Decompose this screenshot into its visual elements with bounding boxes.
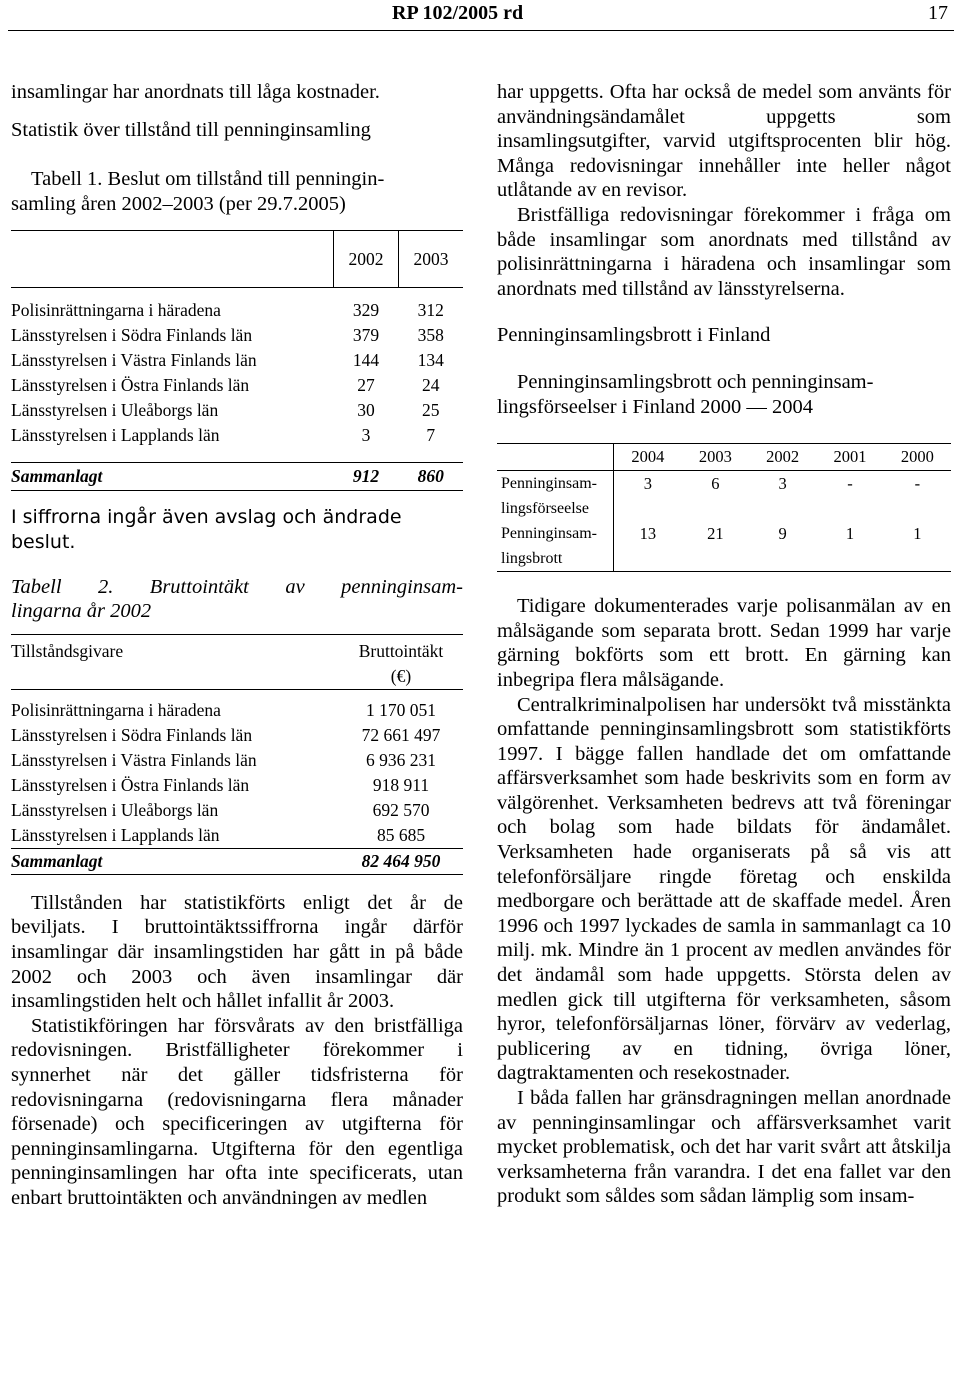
table3-year-2001: 2001 [833, 447, 867, 467]
table1-caption [11, 167, 463, 216]
right-column [497, 80, 951, 1209]
table2-caption [11, 575, 463, 624]
section-heading: Penninginsamlingsbrott i Finland [497, 324, 771, 347]
left-paragraph-2: Statistikföringen har försvårats av den bristfälliga redovisningen. Bristfälligheter förekommer i synnerhet när det gäller tidsfristerna för redovisningarna (redovisningarna flera månader försenade) och specificeringen av utgifterna för penninginsamlingarna. Utgifterna för den egentliga penninginsamlingen har ofta inte specificerats, utan enbart bruttointäkten och användningen av medlen [11, 1014, 463, 1209]
right-paragraph-4: Centralkriminalpolisen har undersökt två misstänkta omfattande penninginsamlingsbrott som statistikförts 1997. I bägge fallen handlade det om omfattande affärsverksamhet som hade beskrivits som en form av välgörenhet. Verksamheten bedrevs att två föreningar och bolag som hade bildats för ändamålet. Verksamheten hade organiserats på så vis att telefonförsäljare ringde företag och enskilda medborgare och berättade att de skaffade medel. Åren 1996 och 1997 lyckades de samla in sammanlagt ca 10 milj. mk. Mindre än 1 procent av medlen användes för det ändamål som hade uppgetts. Största delen av medlen gick till utgifterna för verksamheten, såsom hyror, telefonförsäljarnas löner, förvärv av vederlag, publicering av en tidning, övriga löner, dagtraktamenten och resekostnader. [497, 693, 951, 1085]
table1-total-row [11, 463, 463, 491]
table2-col-provider: Tillståndsgivare [11, 640, 124, 661]
table3-caption [497, 370, 951, 419]
table1-total-2003: 860 [399, 463, 464, 491]
table2-total-label: Sammanlagt [11, 848, 339, 874]
table3-year-2003: 2003 [698, 447, 732, 467]
table-row: Penninginsam- lingsförseelse 3 6 3 - - [497, 471, 951, 522]
table3-caption-line2: lingsförseelser i Finland 2000 — 2004 [497, 395, 814, 418]
table1 [11, 230, 463, 491]
table-row: Länsstyrelsen i Uleåborgs län 30 25 [11, 400, 440, 421]
right-paragraph-2: Bristfälliga redovisningar förekommer i fråga om både insamlingar som anordnats med tillstånd av polisinrättningarna i häradena och insamlingar som anordnats med tillstånd av länsstyrelserna. [497, 203, 951, 300]
table2 [11, 634, 463, 875]
table-row: Länsstyrelsen i Västra Finlands län 6 936 231 [11, 749, 436, 770]
table1-total-label: Sammanlagt [11, 463, 334, 491]
table3-year-2004: 2004 [614, 444, 682, 471]
table-row: Polisinrättningarna i häradena 1 170 051 [11, 699, 436, 720]
document-id: RP 102/2005 rd [392, 2, 524, 24]
page-header [0, 0, 960, 36]
table-row: Länsstyrelsen i Västra Finlands län 144 134 [11, 350, 444, 371]
table1-total-2002: 912 [334, 463, 399, 491]
table2-total-row [11, 848, 463, 874]
table3-year-2000: 2000 [900, 447, 934, 467]
page-number: 17 [928, 2, 948, 24]
table2-caption-line1: Tabell 2. Bruttointäkt av penninginsam- [11, 575, 463, 598]
left-paragraph-1: Tillstånden har statistikförts enligt det år de beviljats. I bruttointäktssiffrorna ingår därför insamlingar där insamlingstiden har gått in på både 2002 och 2003 och även insamlingar där insamlingstiden helt och hållet infallit år 2003. [11, 891, 463, 1013]
table1-year-2002: 2002 [334, 231, 399, 288]
table-row: Länsstyrelsen i Lapplands län 3 7 [11, 425, 436, 446]
table-row: Länsstyrelsen i Södra Finlands län 72 661 497 [11, 724, 441, 745]
table-row: Länsstyrelsen i Södra Finlands län 379 358 [11, 325, 444, 346]
table2-col-income: Bruttointäkt (€) [358, 640, 444, 686]
right-paragraph-3: Tidigare dokumenterades varje polisanmälan av en målsägande som separata brott. Sedan 1999 har varje gärning bokförts som ett brott. En gärning kan inbegripa flera målsägande. [497, 595, 951, 691]
table3-year-2002: 2002 [766, 447, 800, 467]
right-paragraph-1: har uppgetts. Ofta har också de medel som använts för användningsändamålet uppgetts som insamlingsutgifter, varvid utgiftsprocenten blir hög. Många redovisningar innehåller inte heller något utlåtande av en revisor. [497, 81, 951, 202]
table-row: Länsstyrelsen i Östra Finlands län 918 911 [11, 774, 430, 795]
table-row: Länsstyrelsen i Lapplands län 85 685 [11, 824, 426, 845]
table1-year-2003: 2003 [399, 231, 464, 288]
table-row: Länsstyrelsen i Östra Finlands län 27 24 [11, 375, 440, 396]
right-paragraph-5: I båda fallen har gränsdragningen mellan anordnade av penninginsamlingar och affärsverksamhet varit mycket problematisk, och det har varit svårt att åtskilja verksamheterna från varandra. I det ena fallet var den produkt som såldes som sådan lämplig som insam- [497, 1087, 951, 1208]
table1-note [11, 505, 463, 554]
left-column [11, 80, 463, 1210]
table1-caption-line1: Tabell 1. Beslut om tillstånd till penningin- [31, 168, 385, 191]
header-rule [8, 30, 954, 31]
table1-note-line1: I siffrorna ingår även avslag och ändrade [11, 506, 402, 529]
table-row: Penninginsam- lingsbrott 13 21 9 1 1 [497, 521, 951, 572]
table-row: Polisinrättningarna i häradena 329 312 [11, 300, 444, 321]
table3 [497, 443, 951, 572]
table3-caption-line1: Penninginsamlingsbrott och penninginsam- [517, 370, 874, 393]
stats-heading: Statistik över tillstånd till penninginsamling [11, 118, 371, 141]
table-row: Länsstyrelsen i Uleåborgs län 692 570 [11, 799, 430, 820]
intro-line: insamlingar har anordnats till låga kostnader. [11, 81, 380, 103]
table1-note-line2: beslut. [11, 530, 76, 553]
table1-caption-line2: samling åren 2002–2003 (per 29.7.2005) [11, 192, 346, 215]
table2-total-value: 82 464 950 [339, 848, 463, 874]
table2-caption-line2: lingarna år 2002 [11, 600, 152, 623]
